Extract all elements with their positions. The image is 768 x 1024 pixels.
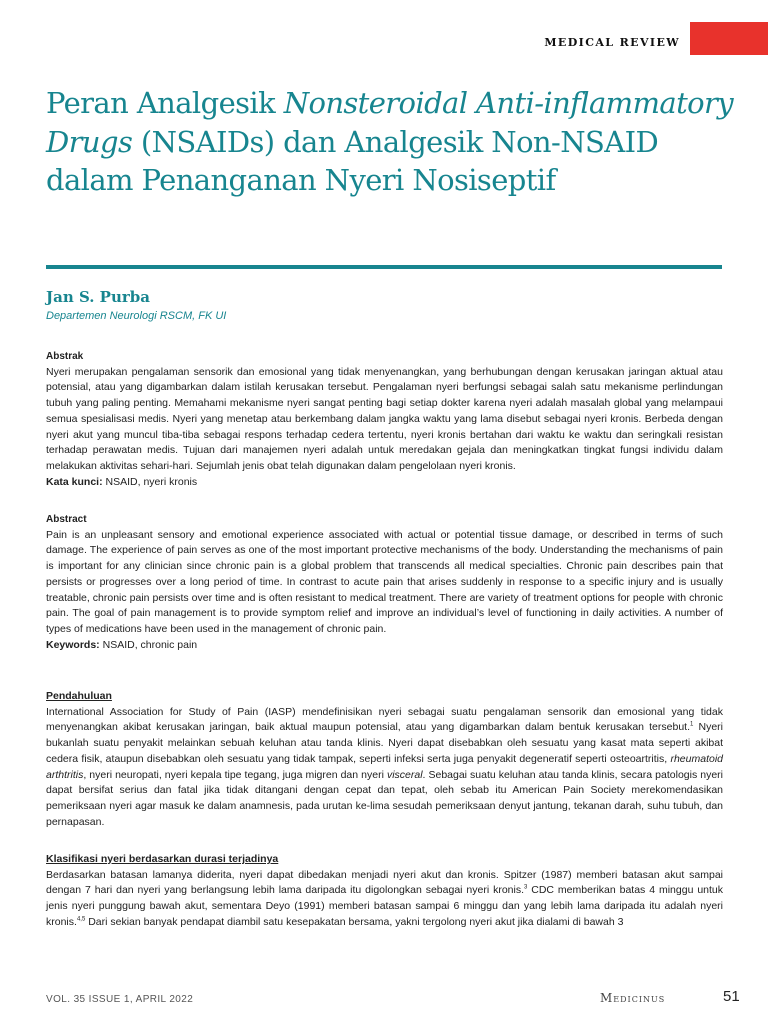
- title-part-3: (NSAIDs) dan Analgesik Non-NSAID dalam Penanganan Nyeri Nosiseptif: [46, 124, 659, 197]
- abstract-keywords-label: Keywords:: [46, 638, 100, 651]
- pendahuluan-heading: Pendahuluan: [46, 690, 112, 702]
- abstract-keywords-text: NSAID, chronic pain: [99, 638, 198, 651]
- abstract-keywords: [46, 638, 723, 654]
- title-divider: [46, 265, 722, 269]
- pendahuluan-text-1: International Association for Study of Pain (IASP) mendefinisikan nyeri sebagai suatu pengalaman sensorik dan emosional yang tidak menyenangkan akibat kerusakan jaringan, baik aktual maupun potensial, atau yang digambarkan dalam bentuk kerusakan tersebut.: [46, 705, 723, 734]
- abstrak-text: Nyeri merupakan pengalaman sensorik dan emosional yang tidak menyenangkan, yang berhubungan dengan kerusakan jaringan aktual atau potensial, atau yang digambarkan dalam istilah kerusakan tersebut. Pengalaman nyeri berfungsi sebagai salah satu mekanisme perlindungan tubuh yang paling penting. Memahami mekanisme nyeri sangat penting bagi setiap dokter karena nyeri adalah masalah global yang melampaui semua spesialisasi medis. Nyeri yang menetap atau berkembang dalam jangka waktu yang lama disebut sebagai nyeri kronis. Berbeda dengan nyeri akut yang muncul tiba-tiba sebagai respons terhadap cedera tertentu, nyeri kronis bertahan dari waktu ke waktu dan seringkali resistan terhadap perawatan medis. Tujuan dari manajemen nyeri adalah untuk meredakan gejala dan meningkatkan tingkat fungsi individu dalam melakukan aktivitas sehari-hari. Sejumlah jenis obat telah digunakan dalam pengelolaan nyeri kronis.: [46, 365, 723, 472]
- abstrak-keywords-label: Kata kunci:: [46, 475, 103, 488]
- klasifikasi-text-1: Berdasarkan batasan lamanya diderita, nyeri dapat dibedakan menjadi nyeri akut dan kronis. Spitzer (1987) memberi batasan akut sampai dengan 7 hari dan nyeri yang berlangsung lebih lama daripada itu digolongkan sebagai nyeri kronis.: [46, 868, 723, 897]
- abstrak-keywords: [46, 475, 723, 491]
- pendahuluan-text-2: Nyeri bukanlah suatu penyakit melainkan sebuah keluhan atau tanda klinis. Nyeri dapat disebabkan oleh sesuatu yang kasat mata seperti akibat cedera fisik, ataupun disebabkan oleh sesuatu yang tidak tampak, seperti infeksi serta juga penyakit degeneratif seperti osteoartritis,: [46, 721, 723, 765]
- citation-3: 3: [524, 884, 528, 891]
- footer-volume: VOL. 35 ISSUE 1, APRIL 2022: [46, 994, 194, 1005]
- abstrak-keywords-text: NSAID, nyeri kronis: [102, 475, 198, 488]
- abstract-heading: Abstract: [46, 514, 87, 525]
- abstrak-heading: Abstrak: [46, 351, 84, 362]
- klasifikasi-section: [46, 852, 723, 931]
- citation-1: 1: [690, 721, 694, 728]
- pendahuluan-paragraph: [46, 705, 723, 831]
- pendahuluan-italic-1: rheumatoid arthtritis: [46, 752, 723, 781]
- article-title: [46, 84, 746, 200]
- section-label: MEDICAL REVIEW: [544, 36, 680, 49]
- footer-brand: Medicinus: [600, 991, 666, 1005]
- page-number: 51: [723, 988, 740, 1005]
- klasifikasi-text-3: Dari sekian banyak pendapat diambil satu kesepakatan bersama, yakni tergolong nyeri akut jika dialami di bawah 3: [85, 915, 624, 928]
- pendahuluan-section: [46, 689, 723, 830]
- section-color-tab: [690, 22, 768, 55]
- author-affiliation: Departemen Neurologi RSCM, FK UI: [46, 310, 227, 322]
- abstract-section: [46, 512, 723, 653]
- klasifikasi-heading: Klasifikasi nyeri berdasarkan durasi terjadinya: [46, 853, 279, 865]
- title-part-1: Peran Analgesik: [46, 86, 284, 120]
- pendahuluan-text-3: , nyeri neuropati, nyeri kepala tipe tegang, juga migren dan nyeri: [83, 768, 387, 781]
- klasifikasi-paragraph: [46, 868, 723, 931]
- abstrak-section: [46, 349, 723, 490]
- klasifikasi-text-2: CDC memberikan batas 4 minggu untuk jenis nyeri punggung bawah akut, sementara Deyo (1991) memberi batasan sampai 6 minggu dan yang lebih lama daripada itu adalah nyeri kronis.: [46, 884, 724, 928]
- pendahuluan-italic-2: visceral: [386, 768, 423, 781]
- abstract-text: Pain is an unpleasant sensory and emotional experience associated with actual or potential tissue damage, or described in terms of such damage. The experience of pain serves as one of the most important protective mechanisms of the body. Understanding the mechanisms of pain is important for any clinician since chronic pain is a global problem that transcends all medical specialties. Chronic pain describes pain that persists or progresses over a long period of time. In contrast to acute pain that arises suddenly in response to a specific injury and is usually treatable, chronic pain persists over time and is often resistant to medical treatment. There are variety of treatment options for people with chronic pain. The goal of pain management is to provide symptom relief and improve an individual’s level of functioning in daily activities. A number of types of medications have been used in the management of chronic pain.: [46, 528, 723, 635]
- title-part-italic: Nonsteroidal Anti-inflammatory Drugs: [46, 86, 734, 159]
- pendahuluan-text-4: . Sebagai suatu keluhan atau tanda klinis, secara patologis nyeri dapat bersifat serius dan fatal jika tidak ditangani dengan cepat dan tepat, oleh sebab itu American Pain Society merekomendasikan pemeriksaan nyeri agar masuk ke dalam anamnesis, pada urutan ke-lima sesudah pemeriksaan denyut jantung, tekanan darah, suhu tubuh, dan pernapasan.: [46, 768, 723, 828]
- citation-4-5: 4,5: [76, 916, 86, 923]
- author-name: Jan S. Purba: [46, 288, 150, 306]
